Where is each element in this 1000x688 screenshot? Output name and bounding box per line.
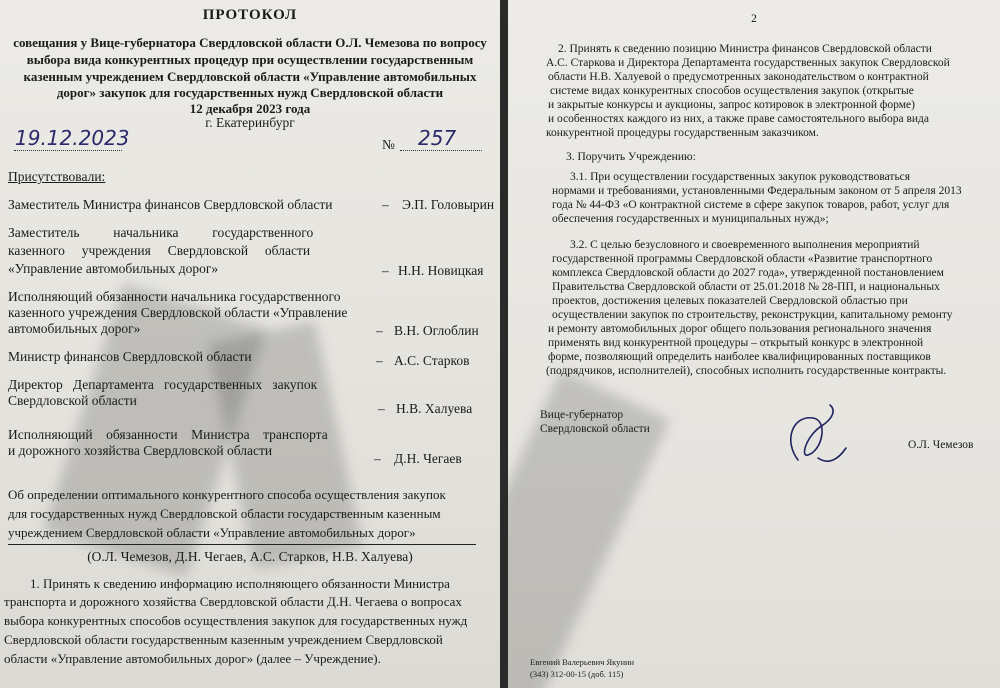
attendee-position: Исполняющий обязанности Министра транспорта <box>8 427 328 442</box>
signature <box>778 400 858 480</box>
item1-line: Свердловской области государственным казенным учреждением Свердловской <box>4 632 443 647</box>
executor-name: Евгений Валерьевич Якунин <box>530 657 635 667</box>
attendee-name: А.С. Старков <box>394 353 470 368</box>
signer-title: Вице-губернатор <box>540 409 624 421</box>
item31-line: обеспечения государственных и муниципальных нужд»; <box>552 213 829 225</box>
attendee-position: «Управление автомобильных дорог» <box>8 261 219 276</box>
item32-line: (подрядчиков, исполнителей), способных исполнить государственные контракты. <box>546 365 947 377</box>
item2-line: А.С. Старкова и Директора Департамента государственных закупок Свердловской <box>546 57 950 69</box>
item2-line: и особенностях каждого из них, а также праве самостоятельного выбора вида <box>548 113 929 125</box>
attendee-position: автомобильных дорог» <box>8 321 141 336</box>
heading-line: совещания у Вице-губернатора Свердловской области О.Л. Чемезова по вопросу <box>13 35 487 50</box>
item32-line: осуществлении закупок по строительству, реконструкции, капитальному ремонту <box>552 309 953 321</box>
item32-line: применять вид конкурентной процедуры – открытый конкурс в электронной <box>548 337 924 349</box>
attendee-position: и дорожного хозяйства Свердловской области <box>8 443 273 458</box>
signer-title: Свердловской области <box>540 423 650 435</box>
attendee-dash: – <box>374 451 381 466</box>
attendee-name: Д.Н. Чегаев <box>394 451 462 466</box>
item31-line: нормами и требованиями, установленными Федеральным законом от 5 апреля 2013 <box>552 185 962 197</box>
attendee-name: Н.В. Халуева <box>396 401 473 416</box>
number-underline <box>400 150 482 151</box>
speakers: (О.Л. Чемезов, Д.Н. Чегаев, А.С. Старков, Н.В. Халуева) <box>87 549 413 564</box>
topic-line: для государственных нужд Свердловской области государственным казенным <box>8 506 441 521</box>
attendee-name: В.Н. Оглоблин <box>394 323 479 338</box>
city: г. Екатеринбург <box>205 115 295 130</box>
topic-line: Об определении оптимального конкурентного способа осуществления закупок <box>8 487 446 502</box>
attendee-dash: – <box>376 323 383 338</box>
item1-line: 1. Принять к сведению информацию исполняющего обязанности Министра <box>30 576 450 591</box>
number-label: № <box>382 137 395 152</box>
signer-name: О.Л. Чемезов <box>908 439 974 451</box>
attendee-position: Исполняющий обязанности начальника государственного <box>8 289 341 304</box>
item2-line: 2. Принять к сведению позицию Министра финансов Свердловской области <box>558 43 932 55</box>
attendee-dash: – <box>382 263 389 278</box>
attendee-dash: – <box>378 401 385 416</box>
attendee-name: Н.Н. Новицкая <box>398 263 484 278</box>
item32-line: проектов, достижения целевых показателей Свердловской областью при <box>552 295 908 307</box>
protocol-title: ПРОТОКОЛ <box>202 7 298 23</box>
attendee-name: Э.П. Головырин <box>402 197 495 212</box>
item31-line: 3.1. При осуществлении государственных закупок руководствоваться <box>570 171 911 183</box>
attendee-position: Министр финансов Свердловской области <box>8 349 252 364</box>
item32-line: комплекса Свердловской области до 2027 года», утвержденной постановлением <box>552 267 944 279</box>
item2-line: области Н.В. Халуевой о предусмотренных законодательством о контрактной <box>548 71 929 83</box>
handwritten-number: 257 <box>418 126 457 150</box>
executor-phone: (343) 312-00-15 (доб. 115) <box>530 669 624 679</box>
page-number: 2 <box>751 13 757 25</box>
attendee-dash: – <box>376 353 383 368</box>
item32-line: и ремонту автомобильных дорог общего пользования регионального значения <box>548 323 932 335</box>
heading-line: казенным учреждением Свердловской области «Управление автомобильных <box>23 69 477 84</box>
attendee-position: казенного учреждения Свердловской области <box>8 243 311 258</box>
item32-line: Правительства Свердловской области от 25.01.2018 № 28-ПП, и национальных <box>552 281 940 293</box>
attendee-position: казенного учреждения Свердловской области «Управление <box>8 305 348 320</box>
item31-line: года № 44-ФЗ «О контрактной системе в сфере закупок товаров, работ, услуг для <box>552 199 950 211</box>
topic-underline <box>8 544 476 545</box>
handwritten-date: 19.12.2023 <box>15 126 130 150</box>
item2-line: конкурентной процедуры государственным заказчиком. <box>546 127 819 139</box>
attendee-position: Заместитель Министра финансов Свердловской области <box>8 197 333 212</box>
date-underline <box>14 150 122 151</box>
item32-line: 3.2. С целью безусловного и своевременного выполнения мероприятий <box>570 239 920 251</box>
attendee-position: Директор Департамента государственных закупок <box>8 377 318 392</box>
heading-date: 12 декабря 2023 года <box>189 101 311 116</box>
item1-line: транспорта и дорожного хозяйства Свердловской области Д.Н. Чегаева о вопросах <box>4 594 462 609</box>
item32-line: форме, позволяющий определить наиболее квалифицированных поставщиков <box>548 351 931 363</box>
item32-line: государственной программы Свердловской области «Развитие транспортного <box>552 253 933 265</box>
heading-line: дорог» закупок для государственных нужд Свердловской области <box>56 85 444 100</box>
topic-line: учреждением Свердловской области «Управление автомобильных дорог» <box>8 525 416 540</box>
item1-line: области «Управление автомобильных дорог» (далее – Учреждение). <box>4 651 381 666</box>
heading-line: выбора вида конкурентных процедур при осуществлении государственным <box>26 52 474 67</box>
item2-line: системе видах конкурентных способов осуществления закупок (открытые <box>550 85 914 97</box>
attendee-position: Свердловской области <box>8 393 137 408</box>
item3: 3. Поручить Учреждению: <box>566 151 696 163</box>
attendee-position: Заместитель начальника государственного <box>8 225 314 240</box>
item2-line: и закрытые конкурсы и аукционы, запрос котировок в электронной форме) <box>548 99 915 111</box>
item1-line: выбора конкурентных способов осуществления закупок для государственных нужд <box>4 613 468 628</box>
protocol-page-2 <box>508 0 1000 688</box>
attendee-dash: – <box>382 197 389 212</box>
present-label: Присутствовали: <box>8 169 106 184</box>
